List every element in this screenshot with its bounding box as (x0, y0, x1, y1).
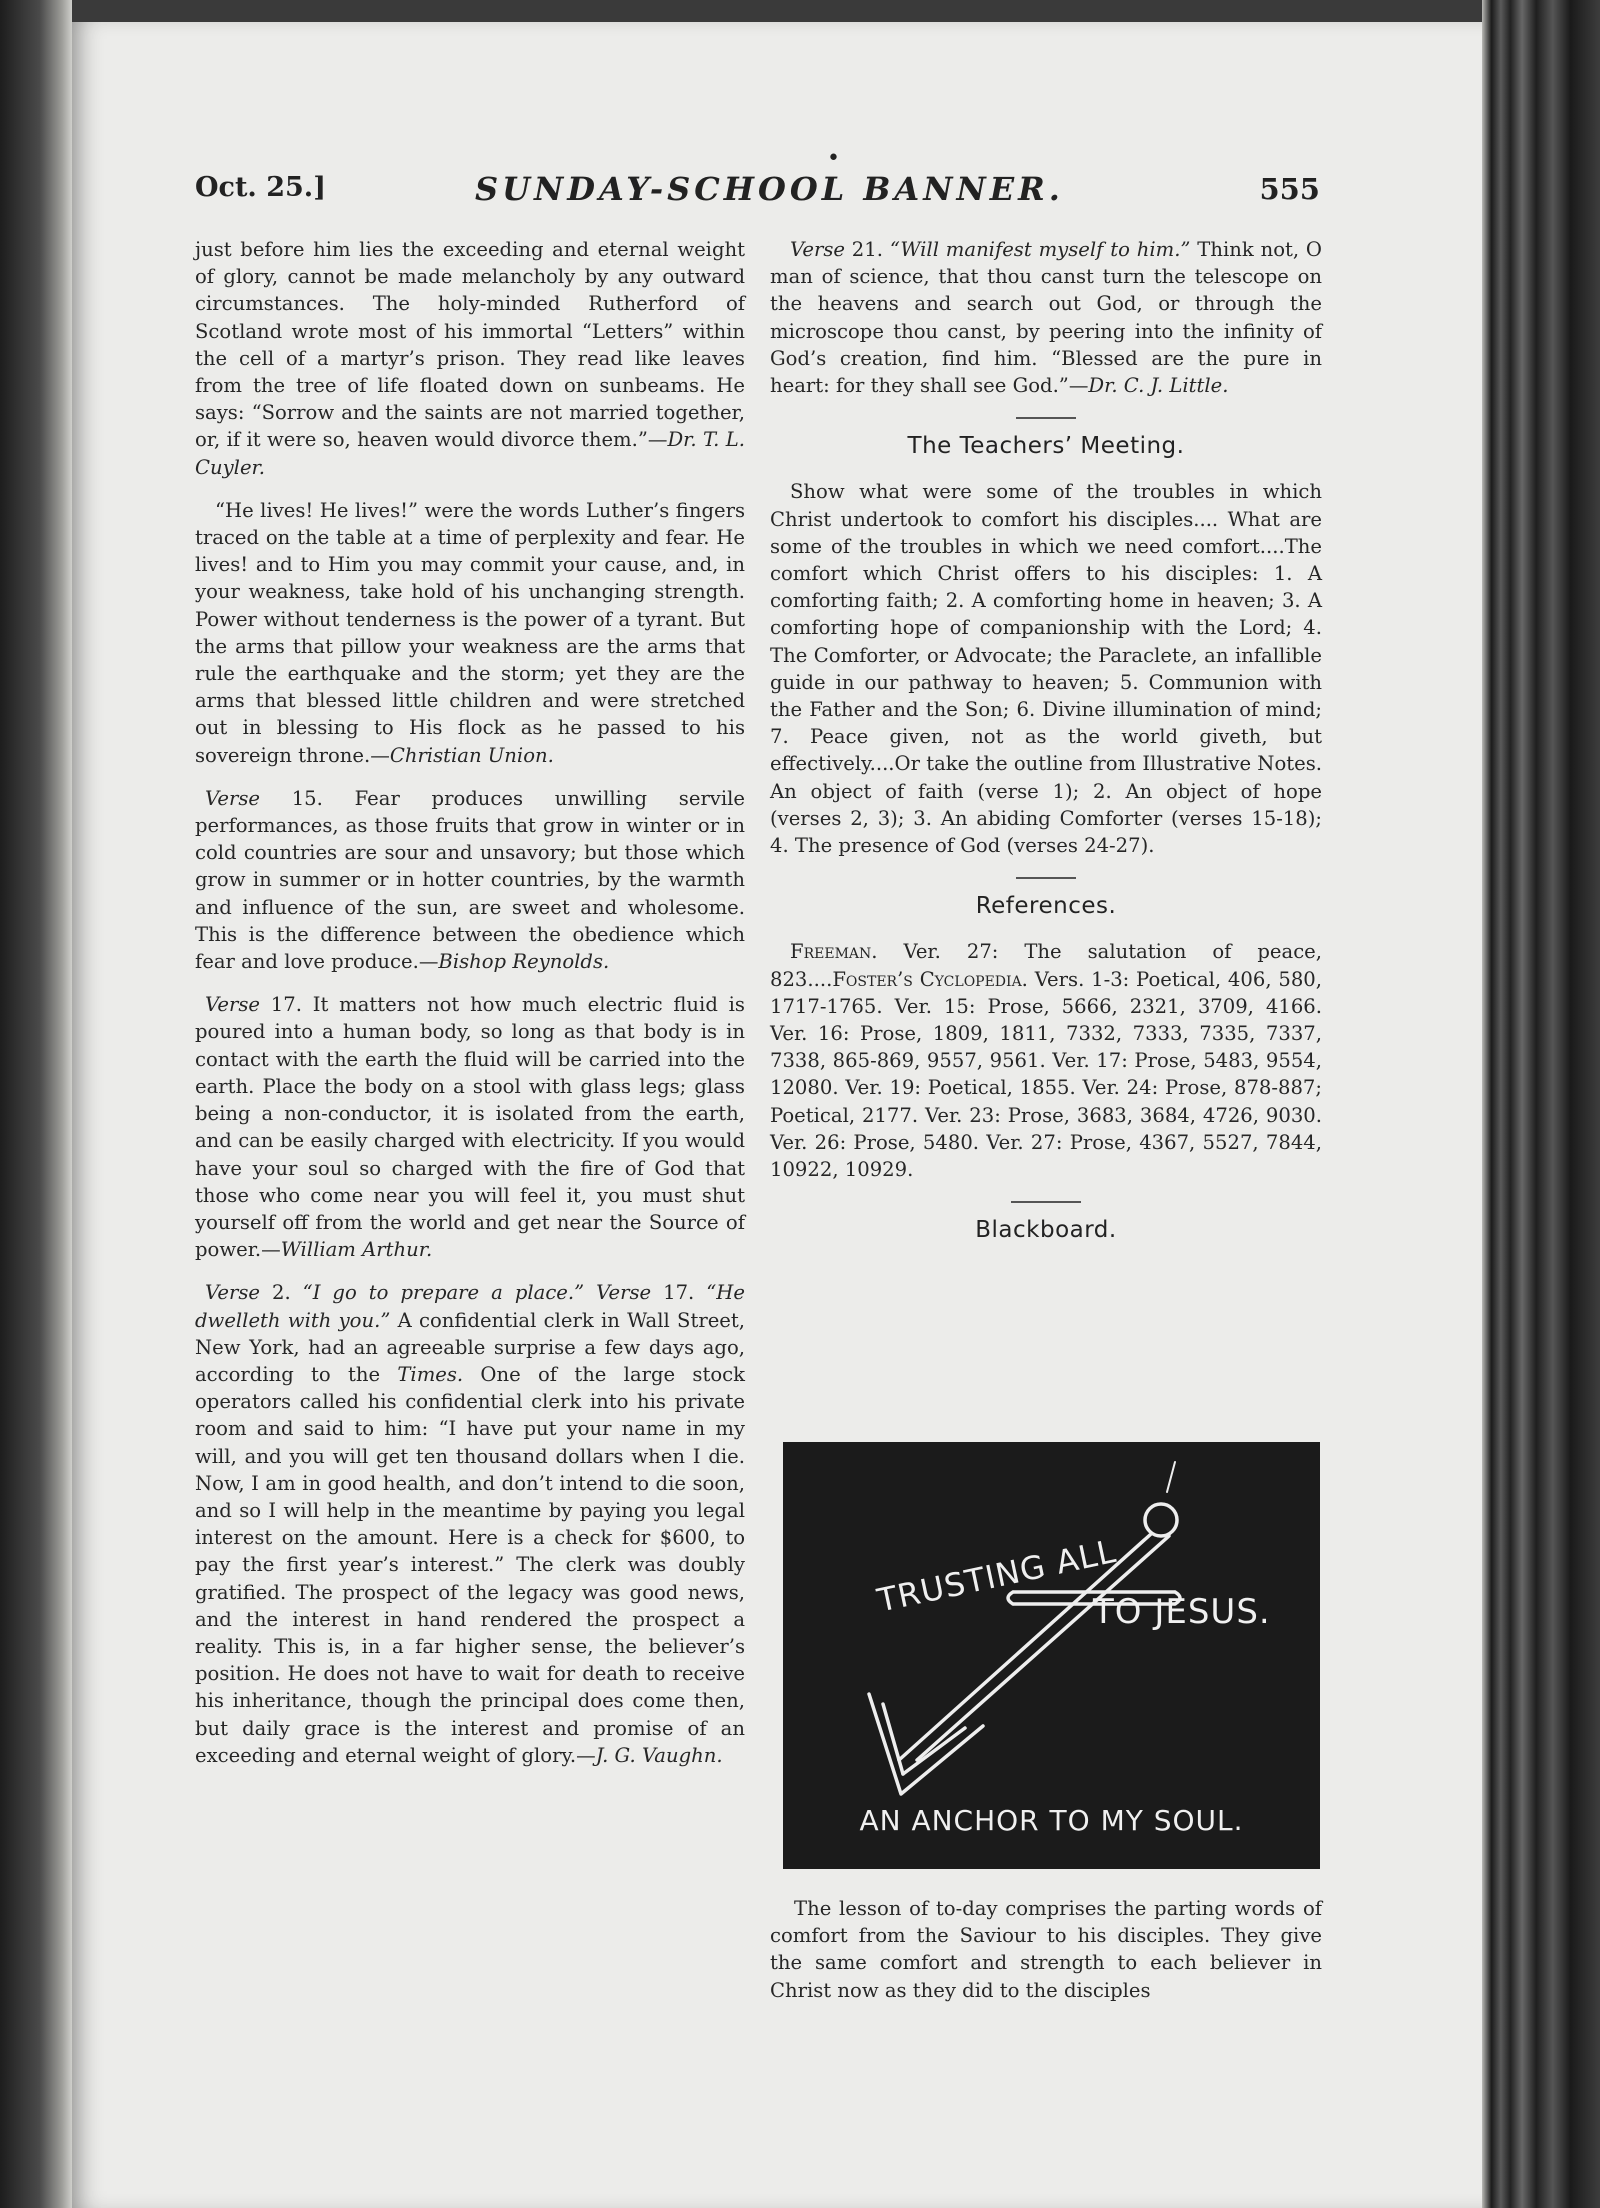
closing-paragraph: The lesson of to-day comprises the parting words of comfort from the Saviour to his disciples. They give the same comfort and strength to each believer in Christ now as they did to the disciples (770, 1897, 1322, 2002)
right-column (770, 236, 1322, 1263)
blackboard-heading: Blackboard. (975, 1217, 1117, 1244)
paragraph-verse-15: Verse 15. Fear produces unwilling servile performances, as those fruits that grow in winter or in cold countries are sour and unsavory; but those which grow in summer or in hotter countries, by the warmth and influence of the sun, are sweet and wholesome. This is the difference between the obedience which fear and love produce.—Bishop Reynolds. (195, 786, 746, 974)
references-text: Freeman. Ver. 27: The salutation of peace, 823....Foster’s Cyclopedia. Vers. 1-3: Poetical, 406, 580, 1717-1765. Ver. 15: Prose, 5666, 2321, 3709, 4166. Ver. 16: Prose, 1809, 1811, 7332, 7333, 7335, 7337, 7338, 865-869, 9557, 9561. Ver. 17: Prose, 5483, 9554, 12080. Ver. 19: Poetical, 1855. Ver. 24: Prose, 878-887; Poetical, 2177. Ver. 23: Prose, 3683, 3684, 4726, 9030. Ver. 26: Prose, 5480. Ver. 27: Prose, 4367, 5527, 7844, 10922, 10929. (770, 940, 1322, 1182)
blackboard-illustration (783, 1442, 1320, 1869)
citation: Christian Union. (389, 743, 554, 767)
citation: Bishop Reynolds. (438, 950, 610, 974)
running-header (195, 146, 1320, 222)
section-divider (1016, 417, 1076, 419)
book-left-page-edge (0, 0, 72, 2208)
section-divider (1011, 1201, 1081, 1203)
paragraph-verse-21: Verse 21. “Will manifest myself to him.” Think not, O man of science, that thou canst turn the telescope on the heavens and search out God, or through the microscope thou canst, by peering into the infinity of God’s creation, find him. “Blessed are the pure in heart: for they shall see God.”—Dr. C. J. Little. (770, 238, 1322, 398)
paragraph-cuyler: just before him lies the exceeding and eternal weight of glory, cannot be made melancholy by any outward circumstances. The holy-minded Rutherford of Scotland wrote most of his immortal “Letters” within the cell of a martyr’s prison. They read like leaves from the tree of life floated down on sunbeams. He says: “Sorrow and the saints are not married together, or, if it were so, heaven would divorce them.”—Dr. T. L. Cuyler. (195, 238, 745, 479)
verse-label: Verse (790, 238, 845, 261)
citation: William Arthur. (280, 1238, 433, 1262)
references-heading: References. (975, 893, 1117, 920)
teachers-meeting-heading: The Teachers’ Meeting. (907, 433, 1185, 460)
page-number: 555 (1259, 172, 1320, 206)
board-text-anchor-soul: AN ANCHOR TO MY SOUL. (859, 1804, 1244, 1837)
left-column (195, 236, 745, 1785)
citation: Dr. T. L. Cuyler. (195, 428, 745, 479)
header-title: SUNDAY-SCHOOL BANNER. (475, 170, 1064, 208)
header-dot: • (827, 146, 840, 171)
teachers-meeting-text: Show what were some of the troubles in which Christ undertook to comfort his disciples.... What are some of the troubles in which we need comfort....The comfort which Christ offers to his disciples: 1. A comforting faith; 2. A comforting home in heaven; 3. A comforting hope of companionship with the Lord; 4. The Comforter, or Advocate; the Paraclete, an infallible guide in our pathway to heaven; 5. Communion with the Father and the Son; 6. Divine illumination of mind; 7. Peace given, not as the world giveth, but effectively....Or take the outline from Illustrative Notes. An object of faith (verse 1); 2. An object of hope (verses 2, 3); 3. An abiding Comforter (verses 15-18); 4. The presence of God (verses 24-27). (770, 480, 1322, 858)
verse-label: Verse (205, 1281, 260, 1305)
verse-label: Verse (205, 786, 260, 810)
verse-label: Verse (584, 1281, 652, 1305)
board-text-to-jesus: TO JESUS. (1093, 1592, 1271, 1632)
paragraph-verse-17: Verse 17. It matters not how much electric fluid is poured into a human body, so long as that body is in contact with the earth the fluid will be carried into the earth. Place the body on a stool with glass legs; glass being a non-conductor, it is isolated from the earth, and can be easily charged with electricity. If you would have your soul so charged with the fire of God that those who come near you will feel it, you must shut yourself off from the world and get near the Source of power.—William Arthur. (195, 993, 745, 1262)
verse-label: Verse (205, 993, 260, 1017)
book-right-page-stack (1482, 0, 1600, 2208)
citation: J. G. Vaughn. (595, 1743, 723, 1767)
header-date: Oct. 25.] (195, 172, 326, 203)
paragraph-christian-union: “He lives! He lives!” were the words Luther’s fingers traced on the table at a time of perplexity and fear. He lives! and to Him you may commit your cause, and, in your weakness, take hold of his unchanging strength. Power without tenderness is the power of a tyrant. But the arms that pillow your weakness are the arms that rule the earthquake and the storm; yet they are the arms that blessed little children and were stretched out in blessing to His flock as he passed to his sovereign throne.—Christian Union. (195, 498, 745, 767)
citation: Dr. C. J. Little. (1088, 374, 1229, 398)
paragraph-verse-2: Verse 2. “I go to prepare a place.” Verse 17. “He dwelleth with you.” A confidential clerk in Wall Street, New York, had an agreeable surprise a few days ago, according to the Times. One of the large stock operators called his confidential clerk into his private room and said to him: “I have put your name in my will, and you will get ten thousand dollars when I die. Now, I am in good health, and don’t intend to die soon, and so I will help in the meantime by paying you legal interest on the amount. Here is a check for $600, to pay the first year’s interest.” The clerk was doubly gratified. The prospect of the legacy was good news, and the interest in hand rendered the prospect a reality. This is, in a far higher sense, the believer’s position. He does not have to wait for death to receive his inheritance, though the principal does come then, but daily grace is the interest and promise of an exceeding and eternal weight of glory.—J. G. Vaughn. (195, 1281, 745, 1767)
board-text-trusting: TRUSTING ALL (874, 1531, 1120, 1620)
section-divider (1016, 877, 1076, 879)
